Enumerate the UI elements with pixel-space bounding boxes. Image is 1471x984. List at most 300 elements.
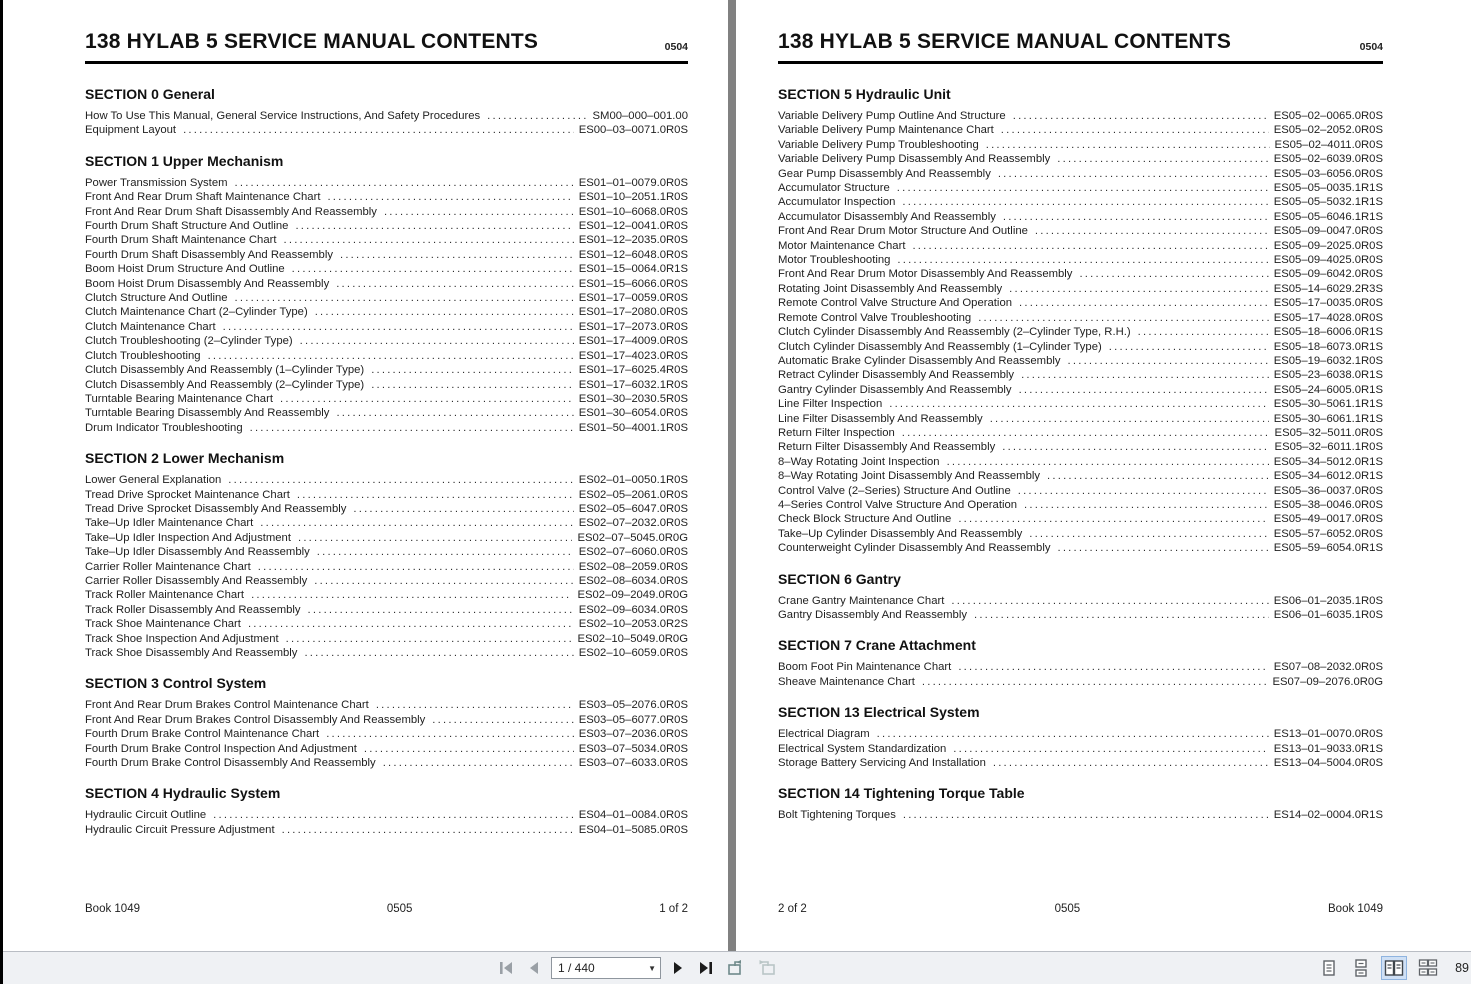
toc-row: [85, 205, 688, 219]
toc-entry-code: ES02–07–2032.0R0S: [578, 517, 688, 530]
toc-entry-title: Front And Rear Drum Motor Structure And Outline: [778, 225, 1028, 238]
dot-leader: [297, 488, 574, 502]
toc-entry-title: Hydraulic Circuit Outline: [85, 809, 207, 822]
toc-entry-title: Electrical System Standardization: [778, 742, 947, 755]
toc-entry-title: Front And Rear Drum Motor Disassembly And Reassembly: [778, 268, 1073, 281]
two-page-view-icon: [1384, 959, 1404, 977]
dot-leader: [986, 138, 1270, 152]
toc-row: [778, 440, 1383, 454]
dot-leader: [1079, 267, 1268, 281]
dot-leader: [327, 190, 573, 204]
toc-entry-code: ES05–57–6052.0R0S: [1273, 527, 1383, 540]
toc-entry-code: ES02–08–6034.0R0S: [578, 574, 688, 587]
footer-page-count: 1 of 2: [659, 903, 688, 915]
dot-leader: [889, 397, 1268, 411]
toc-entry-title: Clutch Cylinder Disassembly And Reassembly (2–Cylinder Type, R.H.): [778, 326, 1131, 339]
section-heading: SECTION 5 Hydraulic Unit: [778, 86, 951, 102]
toc-row: [85, 545, 688, 559]
toc-entry-code: ES05–30–6061.1R1S: [1273, 412, 1383, 425]
toc-entry-title: Clutch Maintenance Chart (2–Cylinder Type): [85, 306, 308, 319]
toc-entry-title: Turntable Bearing Disassembly And Reassembly: [85, 407, 330, 420]
dot-leader: [1003, 210, 1269, 224]
section-heading: SECTION 3 Control System: [85, 675, 267, 692]
toc-row: [778, 109, 1383, 123]
toc-entry-title: Boom Hoist Drum Structure And Outline: [85, 263, 285, 276]
dot-leader: [487, 109, 587, 123]
toc-entry-title: Variable Delivery Pump Disassembly And Reassembly: [778, 153, 1051, 166]
toc-row: [778, 224, 1383, 238]
toc-entry-code: ES03–07–6033.0R0S: [578, 757, 688, 770]
dot-leader: [897, 181, 1269, 195]
toc-entry-title: Electrical Diagram: [778, 728, 870, 741]
toc-entry-code: ES06–01–6035.1R0S: [1273, 609, 1383, 621]
toc-entry-title: Control Valve (2–Series) Structure And Outline: [778, 484, 1011, 497]
dot-leader: [902, 426, 1270, 440]
toc-row: [778, 181, 1383, 195]
toc-entry-code: ES01–17–0059.0R0S: [578, 292, 688, 305]
toc-entry-title: Track Shoe Maintenance Chart: [85, 618, 241, 631]
toc-entry-code: ES05–34–6012.0R1S: [1273, 470, 1383, 483]
toc-row: [85, 727, 688, 741]
dot-leader: [1018, 484, 1269, 498]
page-header-code: 0504: [664, 41, 688, 53]
toc-entry-code: ES01–12–6048.0R0S: [578, 248, 688, 261]
page-title: 138 HYLAB 5 SERVICE MANUAL CONTENTS: [85, 30, 539, 53]
toc-row: [778, 354, 1383, 368]
toc-row: [778, 123, 1383, 137]
dot-leader: [922, 675, 1268, 689]
dot-leader: [912, 239, 1268, 253]
toc-entry-code: ES02–01–0050.1R0S: [578, 474, 688, 487]
toc-entry-title: Line Filter Inspection: [778, 398, 883, 411]
dot-leader: [978, 311, 1269, 325]
toc-entry-title: Clutch Structure And Outline: [85, 292, 228, 305]
toc-row: [85, 632, 688, 646]
toc-entry-code: ES13–01–9033.0R1S: [1273, 742, 1383, 755]
section-heading: SECTION 6 Gantry: [778, 570, 901, 587]
dot-leader: [371, 378, 574, 392]
toc-row: [85, 248, 688, 262]
toc-row: [85, 698, 688, 712]
toc-entry-code: ES13–04–5004.0R0S: [1273, 757, 1383, 770]
toc-entry-code: ES05–09–6042.0R0S: [1273, 268, 1383, 281]
toc-row: [778, 325, 1383, 339]
footer-page-count: 2 of 2: [778, 903, 807, 915]
toc-row: [778, 296, 1383, 310]
dot-leader: [384, 205, 574, 219]
dot-leader: [1047, 469, 1269, 483]
toc-entry-code: ES02–10–2053.0R2S: [578, 618, 688, 631]
single-page-view-icon: [1320, 959, 1338, 977]
toc-row: [778, 195, 1383, 209]
toc-entry-title: Turntable Bearing Maintenance Chart: [85, 392, 273, 405]
toc-entry-code: ES07–08–2032.0R0S: [1273, 661, 1383, 674]
toc-entry-code: ES05–05–0035.1R1S: [1273, 182, 1383, 195]
toc-row: [85, 219, 688, 233]
toc-row: [85, 502, 688, 516]
toc-entry-title: Remote Control Valve Troubleshooting: [778, 311, 972, 324]
toc-entry-code: ES02–05–6047.0R0S: [578, 502, 688, 515]
dot-leader: [336, 406, 573, 420]
dot-leader: [1002, 440, 1269, 454]
toc-row: [778, 527, 1383, 541]
toc-row: [778, 239, 1383, 253]
toc-entry-code: ES01–10–2051.1R0S: [578, 191, 688, 204]
dot-leader: [282, 823, 574, 837]
toc-entry-code: ES01–17–2080.0R0S: [578, 306, 688, 319]
toc-entry-code: ES05–09–4025.0R0S: [1273, 254, 1383, 267]
toc-entry-code: ES05–23–6038.0R1S: [1273, 369, 1383, 382]
dot-leader: [260, 516, 573, 530]
two-page-view-button[interactable]: [1381, 956, 1407, 980]
toc-row: [85, 646, 688, 660]
toc-row: [778, 397, 1383, 411]
toc-entry-title: Line Filter Disassembly And Reassembly: [778, 412, 983, 425]
dot-leader: [376, 698, 574, 712]
toc-entry-code: ES02–08–2059.0R0S: [578, 560, 688, 573]
single-page-view-button[interactable]: [1317, 956, 1341, 980]
toc-entry-code: ES01–17–4023.0R0S: [578, 349, 688, 362]
dot-leader: [953, 742, 1268, 756]
dot-leader: [183, 123, 574, 137]
toc-entry-title: Boom Foot Pin Maintenance Chart: [778, 661, 952, 674]
dot-leader: [1019, 296, 1269, 310]
dot-leader: [1001, 123, 1269, 137]
dot-leader: [1057, 152, 1268, 166]
section-heading: SECTION 2 Lower Mechanism: [85, 450, 285, 467]
toc-row: [85, 488, 688, 502]
dot-leader: [208, 349, 574, 363]
dot-leader: [1109, 340, 1269, 354]
toc-entry-title: Front And Rear Drum Shaft Maintenance Chart: [85, 191, 321, 204]
toc-entry-code: ES05–49–0017.0R0S: [1273, 513, 1383, 526]
toc-entry-code: ES02–05–2061.0R0S: [578, 488, 688, 501]
dot-leader: [902, 195, 1268, 209]
toc-row: [85, 516, 688, 530]
toc-row: [778, 282, 1383, 296]
dot-leader: [248, 617, 574, 631]
toc-entry-title: Boom Hoist Drum Disassembly And Reassembly: [85, 277, 330, 290]
toc-entry-title: Carrier Roller Disassembly And Reassembly: [85, 574, 308, 587]
dot-leader: [292, 262, 574, 276]
toc-entry-title: 8–Way Rotating Joint Disassembly And Reassembly: [778, 470, 1041, 483]
page-layout-controls: [1317, 956, 1471, 980]
page-2: [736, 0, 1471, 951]
page-number-combobox[interactable]: [551, 957, 661, 979]
toc-entry-title: Drum Indicator Troubleshooting: [85, 421, 243, 434]
dot-leader: [336, 277, 573, 291]
toc-row: [85, 176, 688, 190]
footer-code: 0505: [1054, 903, 1081, 915]
previous-page-icon: [527, 961, 540, 975]
page-footer: [85, 903, 688, 915]
toc-entry-code: ES05–02–4011.0R0S: [1274, 138, 1383, 151]
toc-entry-code: ES14–02–0004.0R1S: [1273, 809, 1383, 822]
toc-entry-code: ES01–12–2035.0R0S: [578, 234, 688, 247]
dot-leader: [993, 756, 1269, 770]
dot-leader: [223, 320, 574, 334]
previous-view-button[interactable]: [725, 958, 747, 978]
toc-row: [778, 808, 1383, 822]
toc-entry-code: SM00–000–001.00: [592, 110, 688, 122]
toc-entry-code: ES01–30–2030.5R0S: [578, 392, 688, 405]
section-heading: SECTION 13 Electrical System: [778, 704, 980, 721]
dot-leader: [951, 594, 1268, 608]
toc-entry-title: Gantry Cylinder Disassembly And Reassembly: [778, 383, 1012, 396]
continuous-view-icon: [1352, 959, 1370, 977]
toc-entry-title: Equipment Layout: [85, 124, 177, 137]
toc-sections: [85, 86, 688, 837]
toc-entry-code: ES02–09–6034.0R0S: [578, 603, 688, 616]
toc-entry-title: Fourth Drum Brake Control Disassembly And Reassembly: [85, 757, 376, 770]
toc-entry-code: ES05–09–0047.0R0S: [1273, 225, 1383, 238]
toc-entry-code: ES05–32–6011.1R0S: [1274, 441, 1383, 454]
toc-entry-title: Accumulator Structure: [778, 182, 890, 195]
toc-entry-code: ES05–17–0035.0R0S: [1273, 297, 1383, 310]
section-heading: SECTION 1 Upper Mechanism: [85, 152, 284, 169]
toc-entry-code: ES02–07–6060.0R0S: [578, 546, 688, 559]
first-page-button[interactable]: [496, 959, 516, 977]
toc-entry-title: Hydraulic Circuit Pressure Adjustment: [85, 823, 275, 836]
toc-entry-code: ES05–02–0065.0R0S: [1273, 110, 1383, 122]
toc-row: [778, 340, 1383, 354]
section-heading: SECTION 0 General: [85, 86, 215, 102]
toc-entry-code: ES01–17–4009.0R0S: [578, 335, 688, 348]
page-number-input[interactable]: [558, 961, 644, 975]
toc-entry-code: ES07–09–2076.0R0G: [1272, 675, 1383, 688]
toc-row: [778, 541, 1383, 555]
toc-entry-title: Track Shoe Inspection And Adjustment: [85, 632, 279, 645]
toc-row: [85, 588, 688, 602]
toc-entry-title: Clutch Troubleshooting: [85, 349, 201, 362]
page-divider: [728, 0, 736, 951]
toc-row: [85, 742, 688, 756]
toc-entry-code: ES13–01–0070.0R0S: [1273, 728, 1383, 741]
toc-entry-title: Clutch Troubleshooting (2–Cylinder Type): [85, 335, 293, 348]
toc-row: [85, 349, 688, 363]
toc-row: [778, 675, 1383, 689]
toc-entry-title: Take–Up Idler Maintenance Chart: [85, 517, 254, 530]
toc-row: [85, 262, 688, 276]
dot-leader: [298, 531, 572, 545]
toc-entry-title: Lower General Explanation: [85, 474, 222, 487]
section-heading: SECTION 7 Crane Attachment: [778, 637, 976, 654]
toc-row: [778, 368, 1383, 382]
dot-leader: [958, 512, 1268, 526]
toc-entry-code: ES01–30–6054.0R0S: [578, 407, 688, 420]
toc-row: [85, 756, 688, 770]
toc-entry-title: Fourth Drum Shaft Maintenance Chart: [85, 234, 277, 247]
dot-leader: [353, 502, 573, 516]
toc-row: [85, 123, 688, 137]
toc-entry-title: Automatic Brake Cylinder Disassembly And Reassembly: [778, 354, 1061, 367]
dot-leader: [284, 233, 574, 247]
zoom-level[interactable]: 89: [1455, 961, 1469, 975]
page-footer: [778, 903, 1383, 915]
toc-row: [85, 617, 688, 631]
next-page-button[interactable]: [670, 959, 687, 977]
toc-entry-title: Accumulator Disassembly And Reassembly: [778, 210, 996, 223]
toc-entry-title: Front And Rear Drum Brakes Control Disassembly And Reassembly: [85, 713, 426, 726]
toc-entry-code: ES05–59–6054.0R1S: [1273, 542, 1383, 555]
continuous-view-button[interactable]: [1349, 956, 1373, 980]
toc-entry-title: Remote Control Valve Structure And Operation: [778, 297, 1013, 310]
toc-row: [85, 291, 688, 305]
dot-leader: [990, 412, 1269, 426]
pages-area: [3, 0, 1471, 951]
footer-book: Book 1049: [85, 903, 140, 915]
toc-entry-code: ES05–36–0037.0R0S: [1273, 484, 1383, 497]
toc-entry-code: ES02–10–5049.0R0G: [577, 632, 688, 645]
toc-entry-code: ES01–01–0079.0R0S: [578, 176, 688, 189]
toc-row: [85, 392, 688, 406]
toc-entry-title: Variable Delivery Pump Troubleshooting: [778, 138, 979, 151]
dot-leader: [1029, 527, 1268, 541]
dot-leader: [340, 248, 574, 262]
toc-entry-code: ES03–05–2076.0R0S: [578, 699, 688, 712]
dot-leader: [326, 727, 574, 741]
two-page-continuous-view-button[interactable]: [1415, 956, 1441, 980]
dot-leader: [877, 727, 1269, 741]
previous-page-button[interactable]: [525, 959, 542, 977]
toc-row: [778, 383, 1383, 397]
dot-leader: [1058, 541, 1269, 555]
toc-row: [85, 378, 688, 392]
toc-row: [85, 823, 688, 837]
dot-leader: [364, 742, 574, 756]
footer-book: Book 1049: [1328, 903, 1383, 915]
toc-row: [778, 660, 1383, 674]
dot-leader: [228, 473, 573, 487]
dot-leader: [432, 713, 573, 727]
toc-entry-code: ES01–12–0041.0R0S: [578, 220, 688, 233]
first-page-icon: [498, 961, 514, 975]
toc-entry-code: ES00–03–0071.0R0S: [578, 124, 688, 137]
toc-row: [778, 594, 1383, 608]
toc-entry-title: Accumulator Inspection: [778, 196, 896, 209]
toc-row: [778, 608, 1383, 622]
toc-row: [778, 498, 1383, 512]
toc-entry-code: ES02–07–5045.0R0G: [577, 531, 688, 544]
dot-leader: [371, 363, 574, 377]
toc-row: [85, 808, 688, 822]
toc-entry-code: ES05–02–6039.0R0S: [1273, 153, 1383, 166]
toc-entry-code: ES05–30–5061.1R1S: [1273, 398, 1383, 411]
toc-entry-title: Rotating Joint Disassembly And Reassembly: [778, 282, 1003, 295]
toc-row: [85, 574, 688, 588]
toc-row: [778, 210, 1383, 224]
dot-leader: [1068, 354, 1269, 368]
toc-entry-title: Tread Drive Sprocket Disassembly And Reassembly: [85, 502, 347, 515]
toc-row: [778, 412, 1383, 426]
toc-entry-title: Sheave Maintenance Chart: [778, 675, 915, 688]
toc-entry-code: ES01–10–6068.0R0S: [578, 205, 688, 218]
dot-leader: [258, 560, 574, 574]
toc-entry-title: Fourth Drum Shaft Structure And Outline: [85, 220, 289, 233]
toc-entry-title: Variable Delivery Pump Outline And Structure: [778, 110, 1006, 122]
toc-entry-code: ES05–19–6032.1R0S: [1273, 354, 1383, 367]
toc-entry-code: ES03–07–5034.0R0S: [578, 742, 688, 755]
toc-row: [85, 560, 688, 574]
toc-entry-code: ES05–02–2052.0R0S: [1273, 124, 1383, 137]
toc-entry-title: Clutch Disassembly And Reassembly (2–Cylinder Type): [85, 378, 365, 391]
toc-entry-code: ES05–09–2025.0R0S: [1273, 239, 1383, 252]
toc-row: [85, 190, 688, 204]
next-view-icon: [758, 960, 776, 976]
toc-entry-code: ES01–50–4001.1R0S: [578, 421, 688, 434]
toc-entry-code: ES05–32–5011.0R0S: [1274, 426, 1383, 439]
toc-entry-code: ES05–05–6046.1R1S: [1273, 210, 1383, 223]
dot-leader: [383, 756, 574, 770]
toc-entry-code: ES05–38–0046.0R0S: [1273, 498, 1383, 511]
dot-leader: [958, 660, 1268, 674]
toc-entry-code: ES03–05–6077.0R0S: [578, 713, 688, 726]
next-view-button[interactable]: [756, 958, 778, 978]
footer-code: 0505: [386, 903, 413, 915]
toc-row: [85, 320, 688, 334]
toc-row: [778, 138, 1383, 152]
dot-leader: [1035, 224, 1269, 238]
toc-row: [85, 233, 688, 247]
dot-leader: [1021, 368, 1269, 382]
toc-entry-title: Clutch Maintenance Chart: [85, 320, 216, 333]
toc-entry-title: Retract Cylinder Disassembly And Reassembly: [778, 369, 1015, 382]
toc-entry-code: ES02–10–6059.0R0S: [578, 647, 688, 659]
toc-row: [85, 305, 688, 319]
dot-leader: [1013, 109, 1269, 123]
dot-leader: [308, 603, 574, 617]
toc-entry-code: ES05–24–6005.0R1S: [1273, 383, 1383, 396]
dot-leader: [1019, 383, 1269, 397]
toc-entry-code: ES05–18–6006.0R1S: [1273, 326, 1383, 339]
toc-entry-code: ES05–05–5032.1R1S: [1273, 196, 1383, 209]
toc-entry-title: Fourth Drum Shaft Disassembly And Reassembly: [85, 248, 333, 261]
chevron-down-icon: ▼: [648, 963, 656, 973]
toc-row: [778, 253, 1383, 267]
bottom-toolbar: [3, 951, 1471, 984]
dot-leader: [235, 176, 574, 190]
dot-leader: [314, 574, 573, 588]
toc-entry-code: ES05–14–6029.2R3S: [1273, 282, 1383, 295]
toc-entry-title: Variable Delivery Pump Maintenance Chart: [778, 124, 994, 137]
last-page-button[interactable]: [696, 959, 716, 977]
toc-entry-title: Fourth Drum Brake Control Inspection And Adjustment: [85, 742, 357, 755]
toc-entry-title: Return Filter Disassembly And Reassembly: [778, 441, 996, 454]
header-rule: [85, 61, 688, 64]
dot-leader: [897, 253, 1268, 267]
toc-entry-title: Return Filter Inspection: [778, 426, 895, 439]
dot-leader: [286, 632, 573, 646]
toc-row: [778, 727, 1383, 741]
toc-entry-title: Crane Gantry Maintenance Chart: [778, 594, 945, 607]
dot-leader: [235, 291, 574, 305]
dot-leader: [1009, 282, 1269, 296]
next-page-icon: [672, 961, 685, 975]
page-1: [3, 0, 728, 951]
toc-row: [85, 531, 688, 545]
toc-entry-title: Storage Battery Servicing And Installation: [778, 757, 986, 770]
dot-leader: [300, 334, 574, 348]
toc-row: [85, 713, 688, 727]
dot-leader: [295, 219, 573, 233]
toc-entry-code: ES01–17–6032.1R0S: [578, 378, 688, 391]
toc-row: [778, 455, 1383, 469]
dot-leader: [947, 455, 1269, 469]
toc-row: [778, 512, 1383, 526]
toc-entry-title: Tread Drive Sprocket Maintenance Chart: [85, 488, 290, 501]
toc-entry-title: Bolt Tightening Torques: [778, 809, 896, 822]
dot-leader: [304, 646, 573, 660]
